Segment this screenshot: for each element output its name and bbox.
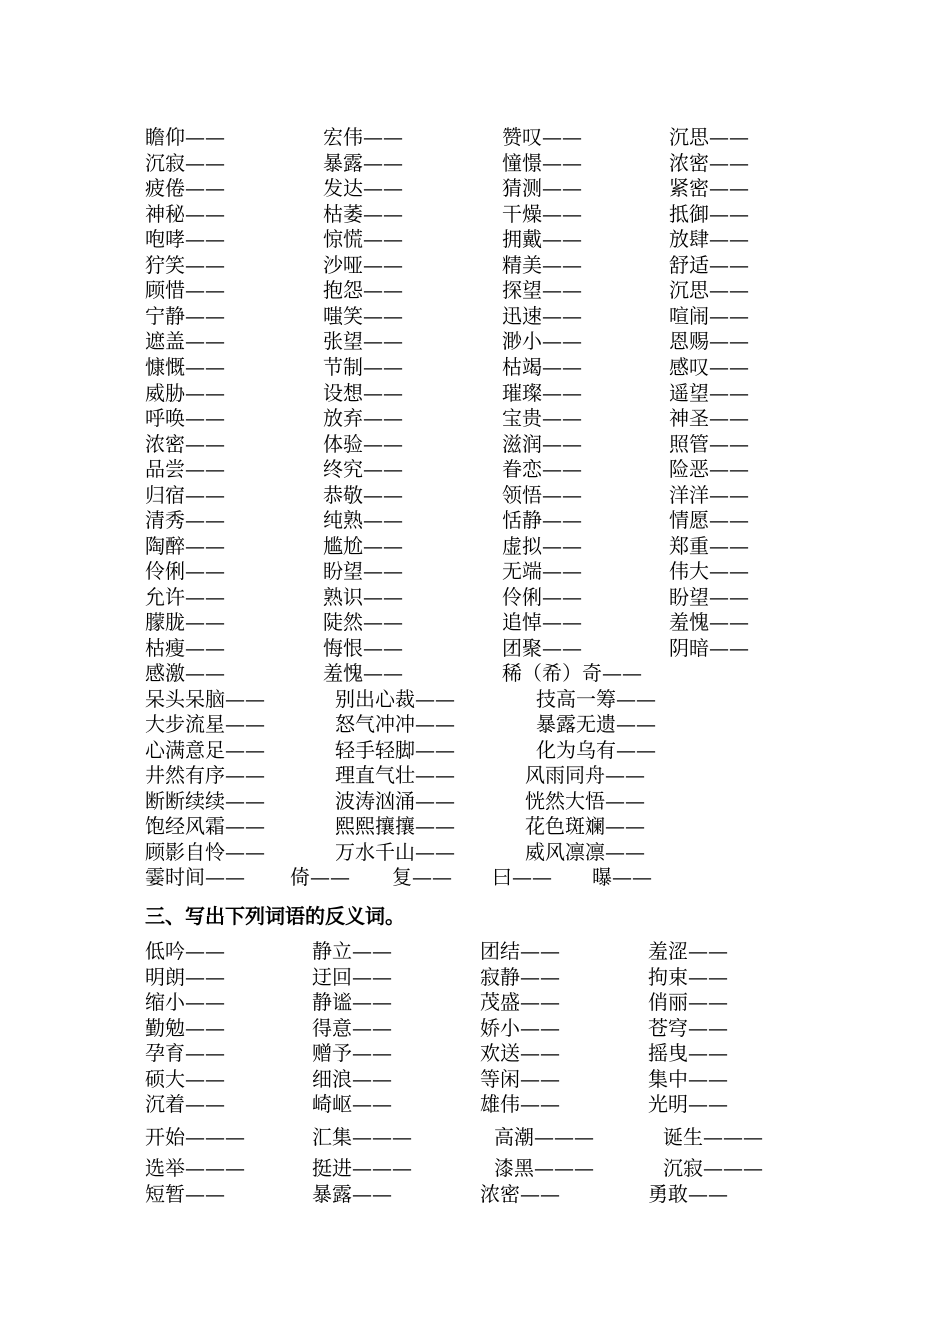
- word-item: 节制——: [323, 354, 403, 379]
- word-item: 悔恨——: [323, 636, 403, 660]
- word-item: 归宿——: [145, 482, 225, 507]
- word-item: 追悼——: [502, 610, 582, 635]
- word-item: 渺小——: [502, 329, 582, 354]
- word-row: [0, 150, 950, 176]
- antonym-item: 开始———: [145, 1125, 245, 1149]
- word-item: 允许——: [145, 584, 225, 609]
- word-row: [0, 482, 950, 508]
- word-item: 璀璨——: [502, 380, 582, 405]
- word-item: 憧憬——: [502, 150, 582, 175]
- antonym-row: [0, 1155, 950, 1181]
- word-item: 浓密——: [669, 150, 749, 175]
- idiom-row: [0, 686, 950, 712]
- word-item: 沉思——: [669, 278, 749, 303]
- word-item: 稀（希）奇——: [502, 661, 642, 685]
- idiom-item: 暴露无遗——: [536, 712, 656, 736]
- antonym-item: 漆黑———: [494, 1156, 594, 1180]
- word-item: 慷慨——: [145, 354, 225, 379]
- word-item: 喧闹——: [669, 303, 749, 328]
- antonym-item: 沉寂———: [663, 1156, 763, 1180]
- word-row: [0, 252, 950, 278]
- word-item: 感叹——: [669, 354, 749, 379]
- word-item: 遥望——: [669, 380, 749, 405]
- antonym-item: 雄伟——: [480, 1092, 560, 1116]
- word-item: 沉寂——: [145, 150, 225, 175]
- antonym-item: 勇敢——: [648, 1182, 728, 1206]
- word-row: [0, 124, 950, 150]
- word-item: 曝——: [592, 865, 652, 889]
- idiom-item: 万水千山——: [335, 840, 455, 864]
- antonym-item: 细浪——: [312, 1067, 392, 1091]
- idiom-item: 大步流星——: [145, 712, 265, 736]
- antonym-row: [0, 1040, 950, 1066]
- word-item: 复——: [392, 865, 452, 889]
- word-item: 嗤笑——: [323, 303, 403, 328]
- word-item: 羞愧——: [669, 610, 749, 635]
- word-item: 精美——: [502, 252, 582, 277]
- idiom-row: [0, 737, 950, 763]
- word-item: 阴暗——: [669, 636, 749, 660]
- antonym-item: 崎岖——: [312, 1092, 392, 1116]
- word-item: 威胁——: [145, 380, 225, 405]
- word-row: [0, 584, 950, 610]
- antonym-item: 高潮———: [494, 1125, 594, 1149]
- idiom-item: 熙熙攘攘——: [335, 814, 455, 838]
- idiom-row: [0, 813, 950, 839]
- word-item: 惊慌——: [323, 227, 403, 252]
- word-item: 曰——: [492, 865, 552, 889]
- antonym-item: 静立——: [312, 939, 392, 963]
- word-row: [0, 609, 950, 635]
- word-item: 沙哑——: [323, 252, 403, 277]
- word-row: [0, 303, 950, 329]
- antonym-item: 选举———: [145, 1156, 245, 1180]
- word-item: 抵御——: [669, 201, 749, 226]
- antonym-item: 缩小——: [145, 990, 225, 1014]
- word-item: 设想——: [323, 380, 403, 405]
- word-item: 伟大——: [669, 559, 749, 584]
- word-item: 清秀——: [145, 508, 225, 533]
- word-item: 发达——: [323, 176, 403, 201]
- antonym-item: 娇小——: [480, 1016, 560, 1040]
- word-item: 洋洋——: [669, 482, 749, 507]
- word-item: 体验——: [323, 431, 403, 456]
- antonym-item: 低吟——: [145, 939, 225, 963]
- word-item: 抱怨——: [323, 278, 403, 303]
- antonym-item: 赠予——: [312, 1041, 392, 1065]
- antonym-item: 等闲——: [480, 1067, 560, 1091]
- antonym-item: 勤勉——: [145, 1016, 225, 1040]
- idiom-row: [0, 788, 950, 814]
- word-item: 枯瘦——: [145, 636, 225, 660]
- idiom-item: 化为乌有——: [536, 738, 656, 762]
- word-item: 赞叹——: [502, 125, 582, 149]
- word-row: [0, 277, 950, 303]
- word-item: 倚——: [290, 865, 350, 889]
- antonym-item: 静谧——: [312, 990, 392, 1014]
- antonym-item: 光明——: [648, 1092, 728, 1116]
- antonym-row: [0, 1091, 950, 1117]
- word-item: 陶醉——: [145, 533, 225, 558]
- antonym-item: 茂盛——: [480, 990, 560, 1014]
- word-row: [0, 660, 950, 686]
- word-item: 舒适——: [669, 252, 749, 277]
- antonym-row: [0, 1124, 950, 1150]
- antonym-item: 明朗——: [145, 965, 225, 989]
- word-row: [0, 175, 950, 201]
- word-item: 放肆——: [669, 227, 749, 252]
- antonym-item: 得意——: [312, 1016, 392, 1040]
- antonym-row: [0, 964, 950, 990]
- idiom-row: [0, 839, 950, 865]
- word-item: 疲倦——: [145, 176, 225, 201]
- word-item: 无端——: [502, 559, 582, 584]
- idiom-item: 顾影自怜——: [145, 840, 265, 864]
- word-item: 领悟——: [502, 482, 582, 507]
- word-item: 眷恋——: [502, 457, 582, 482]
- word-item: 宝贵——: [502, 406, 582, 431]
- word-item: 朦胧——: [145, 610, 225, 635]
- word-item: 郑重——: [669, 533, 749, 558]
- idiom-item: 别出心裁——: [335, 687, 455, 711]
- word-item: 照管——: [669, 431, 749, 456]
- antonym-item: 迂回——: [312, 965, 392, 989]
- word-item: 盼望——: [323, 559, 403, 584]
- word-item: 枯萎——: [323, 201, 403, 226]
- word-item: 迅速——: [502, 303, 582, 328]
- word-item: 浓密——: [145, 431, 225, 456]
- word-row: [0, 201, 950, 227]
- word-item: 宏伟——: [323, 125, 403, 149]
- antonym-item: 诞生———: [663, 1125, 763, 1149]
- word-item: 盼望——: [669, 584, 749, 609]
- idiom-item: 井然有序——: [145, 763, 265, 787]
- word-item: 感激——: [145, 661, 225, 685]
- antonym-item: 欢送——: [480, 1041, 560, 1065]
- word-item: 品尝——: [145, 457, 225, 482]
- word-item: 干燥——: [502, 201, 582, 226]
- idiom-item: 波涛汹涌——: [335, 789, 455, 813]
- word-item: 伶俐——: [145, 559, 225, 584]
- word-item: 枯竭——: [502, 354, 582, 379]
- antonym-item: 硕大——: [145, 1067, 225, 1091]
- section-heading: 三、写出下列词语的反义词。: [145, 904, 405, 928]
- idiom-item: 技高一筹——: [536, 687, 656, 711]
- word-item: 神秘——: [145, 201, 225, 226]
- antonym-row: [0, 1181, 950, 1207]
- word-item: 张望——: [323, 329, 403, 354]
- word-item: 虚拟——: [502, 533, 582, 558]
- antonym-item: 暴露——: [312, 1182, 392, 1206]
- word-item: 沉思——: [669, 125, 749, 149]
- word-row: [0, 405, 950, 431]
- word-item: 伶俐——: [502, 584, 582, 609]
- word-item: 尴尬——: [323, 533, 403, 558]
- word-item: 咆哮——: [145, 227, 225, 252]
- word-item: 瞻仰——: [145, 125, 225, 149]
- antonym-item: 孕育——: [145, 1041, 225, 1065]
- word-item: 放弃——: [323, 406, 403, 431]
- word-row: [0, 533, 950, 559]
- word-row: [0, 558, 950, 584]
- antonym-item: 汇集———: [312, 1125, 412, 1149]
- word-row: [0, 380, 950, 406]
- antonym-item: 集中——: [648, 1067, 728, 1091]
- word-item: 拥戴——: [502, 227, 582, 252]
- word-item: 宁静——: [145, 303, 225, 328]
- idiom-item: 心满意足——: [145, 738, 265, 762]
- word-row: [0, 456, 950, 482]
- antonym-row: [0, 989, 950, 1015]
- word-row: [0, 635, 950, 661]
- idiom-item: 花色斑斓——: [525, 814, 645, 838]
- single-char-row: [0, 864, 950, 890]
- antonym-row: [0, 1066, 950, 1092]
- idiom-item: 风雨同舟——: [525, 763, 645, 787]
- antonym-item: 俏丽——: [648, 990, 728, 1014]
- word-row: [0, 354, 950, 380]
- antonym-item: 苍穹——: [648, 1016, 728, 1040]
- idiom-item: 威风凛凛——: [525, 840, 645, 864]
- word-item: 恬静——: [502, 508, 582, 533]
- idiom-item: 怒气冲冲——: [335, 712, 455, 736]
- antonym-item: 寂静——: [480, 965, 560, 989]
- antonym-item: 拘束——: [648, 965, 728, 989]
- word-item: 紧密——: [669, 176, 749, 201]
- antonym-item: 短暂——: [145, 1182, 225, 1206]
- word-row: [0, 328, 950, 354]
- word-item: 狞笑——: [145, 252, 225, 277]
- antonym-item: 团结——: [480, 939, 560, 963]
- idiom-item: 恍然大悟——: [525, 789, 645, 813]
- word-item: 顾惜——: [145, 278, 225, 303]
- word-item: 暴露——: [323, 150, 403, 175]
- word-item: 险恶——: [669, 457, 749, 482]
- antonym-row: [0, 1015, 950, 1041]
- word-item: 终究——: [323, 457, 403, 482]
- word-item: 纯熟——: [323, 508, 403, 533]
- antonym-item: 浓密——: [480, 1182, 560, 1206]
- idiom-row: [0, 711, 950, 737]
- word-item: 滋润——: [502, 431, 582, 456]
- word-item: 遮盖——: [145, 329, 225, 354]
- antonym-item: 挺进———: [312, 1156, 412, 1180]
- antonym-row: [0, 938, 950, 964]
- word-row: [0, 507, 950, 533]
- idiom-item: 饱经风霜——: [145, 814, 265, 838]
- word-item: 熟识——: [323, 584, 403, 609]
- word-item: 情愿——: [669, 508, 749, 533]
- word-item: 霎时间——: [145, 865, 245, 889]
- word-item: 恭敬——: [323, 482, 403, 507]
- antonym-item: 摇曳——: [648, 1041, 728, 1065]
- antonym-item: 羞涩——: [648, 939, 728, 963]
- word-item: 猜测——: [502, 176, 582, 201]
- antonym-item: 沉着——: [145, 1092, 225, 1116]
- word-item: 呼唤——: [145, 406, 225, 431]
- word-item: 神圣——: [669, 406, 749, 431]
- idiom-item: 断断续续——: [145, 789, 265, 813]
- word-row: [0, 226, 950, 252]
- idiom-row: [0, 762, 950, 788]
- idiom-item: 呆头呆脑——: [145, 687, 265, 711]
- word-item: 陡然——: [323, 610, 403, 635]
- word-row: [0, 431, 950, 457]
- word-item: 团聚——: [502, 636, 582, 660]
- idiom-item: 理直气壮——: [335, 763, 455, 787]
- word-item: 恩赐——: [669, 329, 749, 354]
- word-item: 羞愧——: [323, 661, 403, 685]
- word-item: 探望——: [502, 278, 582, 303]
- idiom-item: 轻手轻脚——: [335, 738, 455, 762]
